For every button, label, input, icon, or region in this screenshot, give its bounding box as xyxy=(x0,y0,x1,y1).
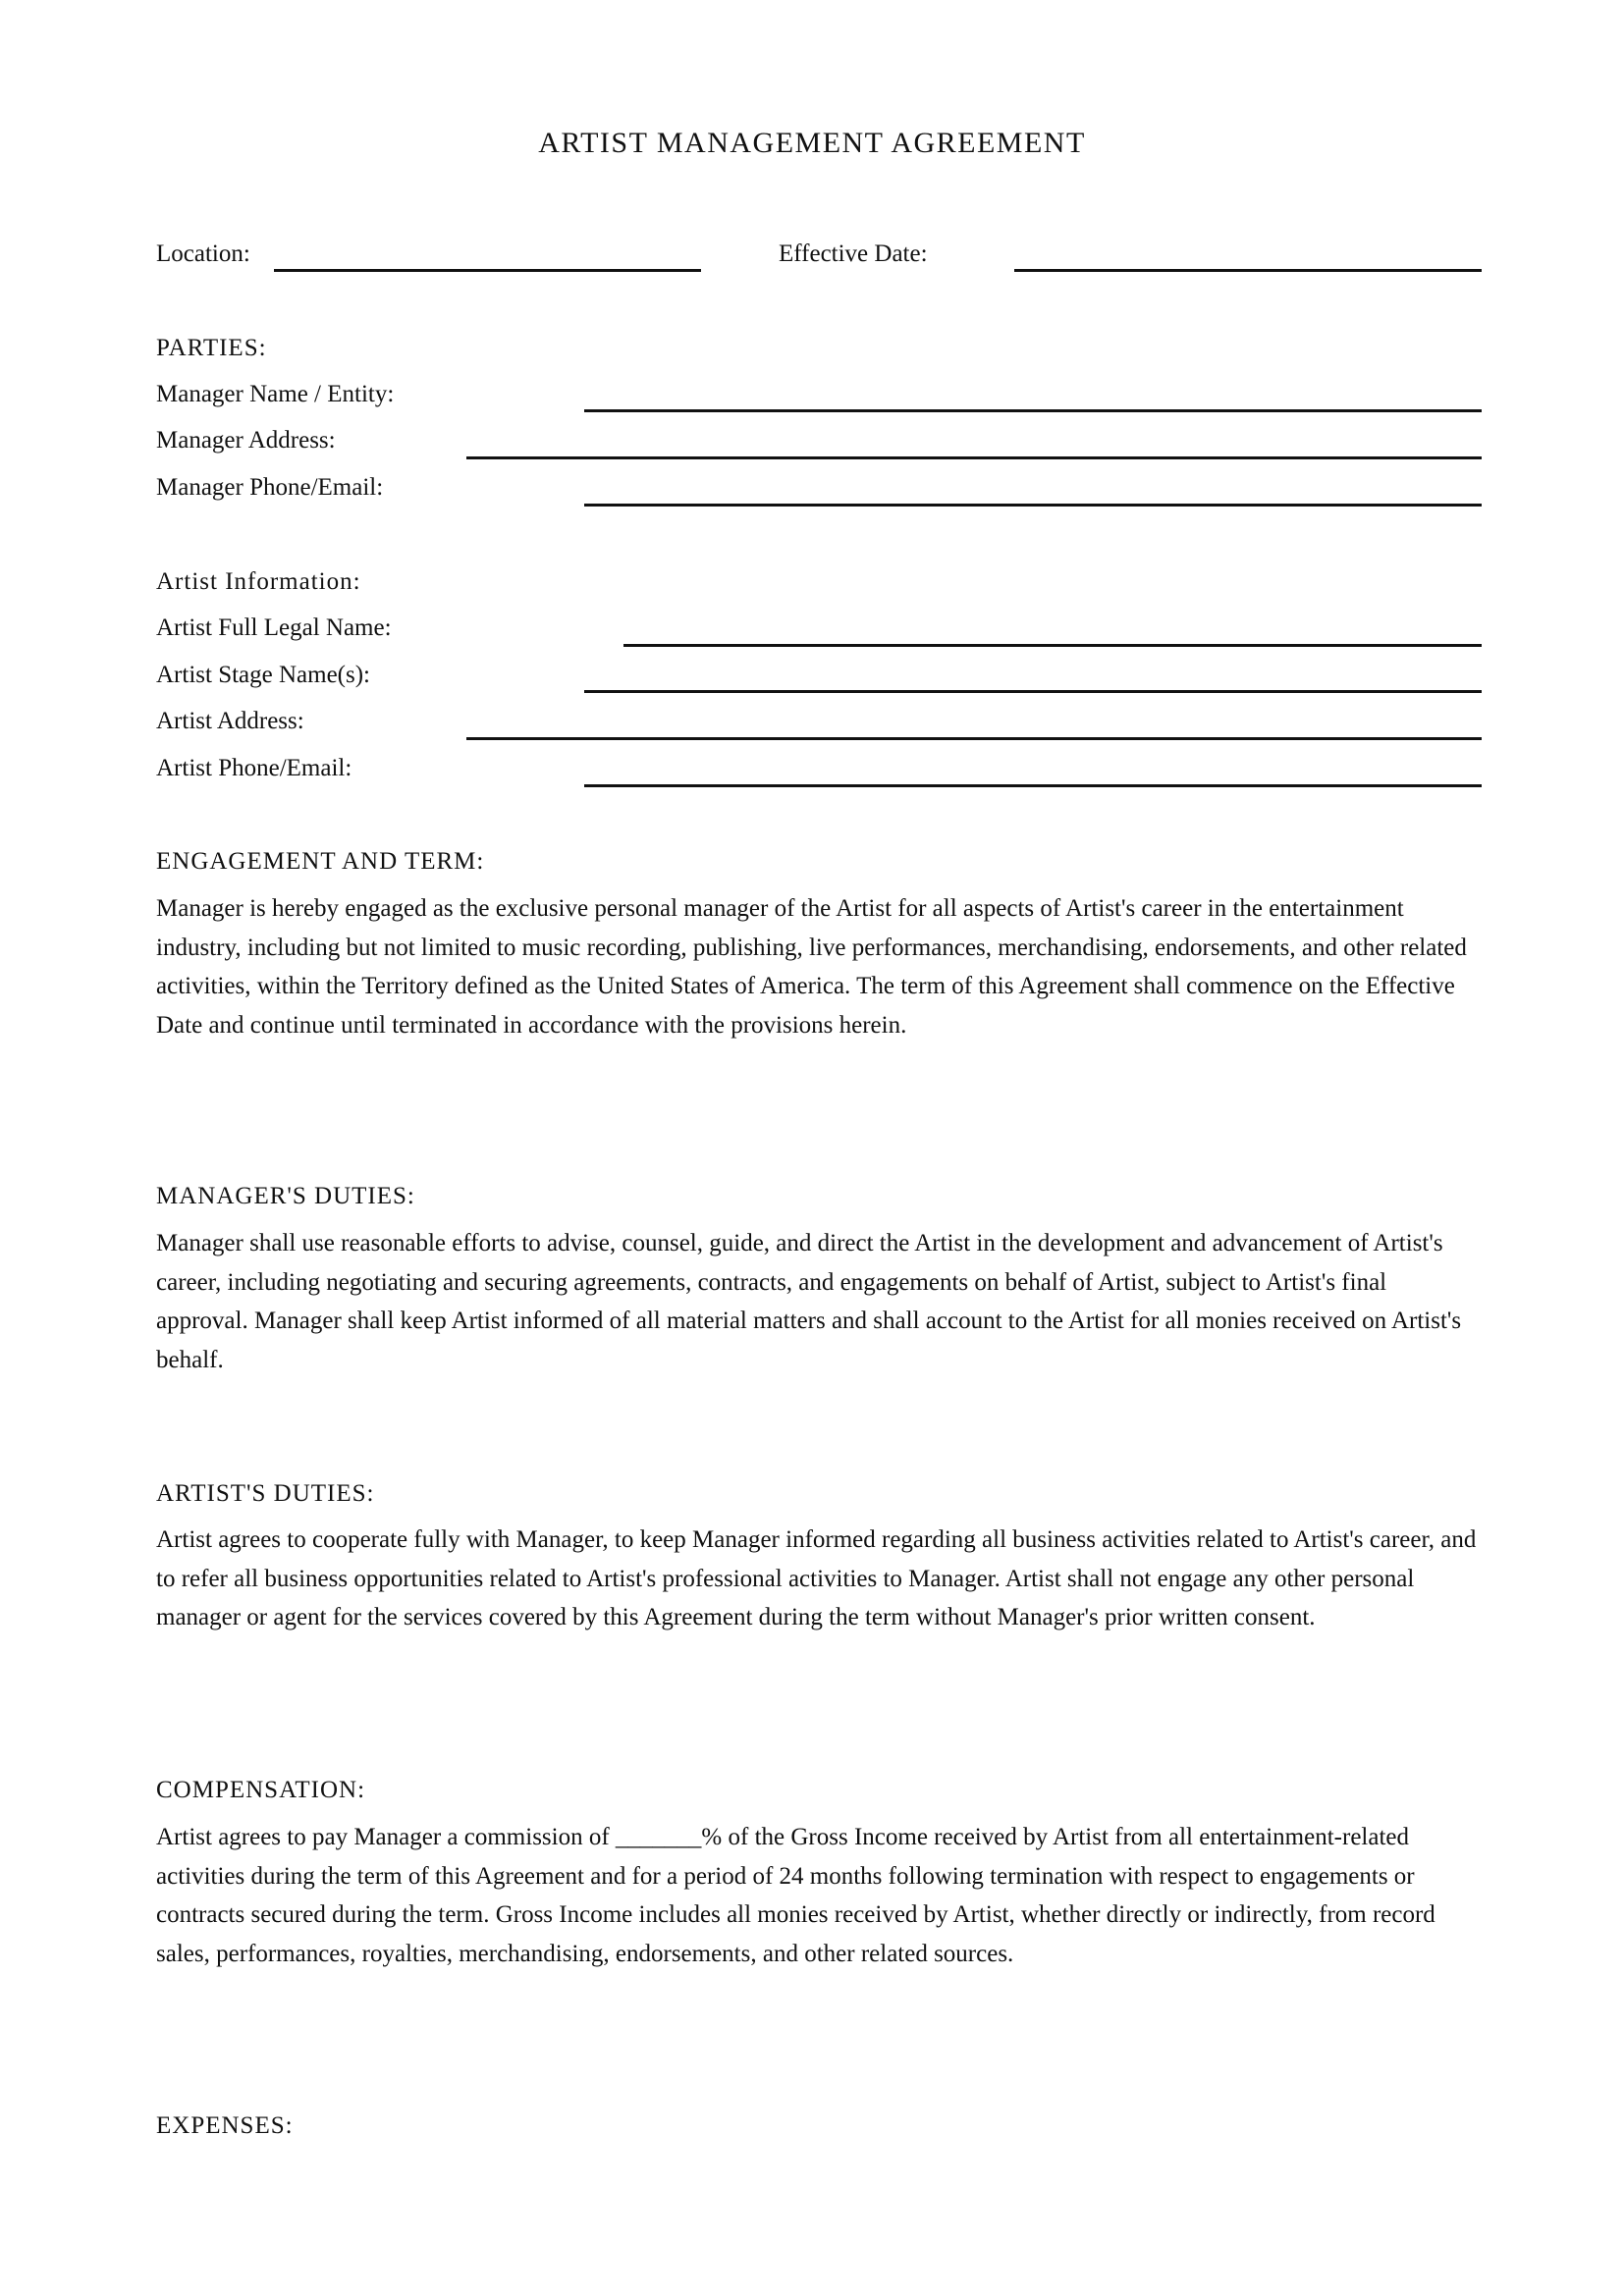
artist-legal-name-field[interactable] xyxy=(623,644,1482,647)
effective-date-field[interactable] xyxy=(1014,269,1482,272)
manager-duties-paragraph: Manager shall use reasonable efforts to advise, counsel, guide, and direct the Artist in the development and advancement of Artist's career, including negotiating and securing agreements, contracts, and engagements on behalf of Artist, subject to Artist's final approval. Manager shall keep Artist informed of all material matters and shall account to the Artist for all monies received on Artist's behalf. xyxy=(156,1230,1462,1373)
manager-contact-field[interactable] xyxy=(584,504,1482,507)
artist-legal-name-label: Artist Full Legal Name: xyxy=(156,614,392,641)
artist-address-field[interactable] xyxy=(466,737,1482,740)
artist-contact-label: Artist Phone/Email: xyxy=(156,755,352,781)
location-field[interactable] xyxy=(274,269,701,272)
effective-date-label: Effective Date: xyxy=(779,240,928,267)
artist-address-label: Artist Address: xyxy=(156,708,304,734)
manager-address-field[interactable] xyxy=(466,456,1482,459)
document-title: ARTIST MANAGEMENT AGREEMENT xyxy=(538,127,1086,159)
artist-stage-name-field[interactable] xyxy=(584,690,1482,693)
compensation-paragraph: Artist agrees to pay Manager a commission of _______% of the Gross Income received by Artist from all entertainment-related activities during the term of this Agreement and for a period of 24 months following termination with respect to engagements or contracts secured during the term. Gross Income includes all monies received by Artist, whether directly or indirectly, from record sales, performances, royalties, merchandising, endorsements, and other related sources. xyxy=(156,1824,1435,1967)
expenses-heading: EXPENSES: xyxy=(156,2112,294,2139)
manager-address-label: Manager Address: xyxy=(156,427,336,454)
manager-duties-heading: MANAGER'S DUTIES: xyxy=(156,1183,415,1209)
artist-contact-field[interactable] xyxy=(584,784,1482,787)
location-label: Location: xyxy=(156,240,250,267)
compensation-heading: COMPENSATION: xyxy=(156,1777,366,1803)
artist-info-heading: Artist Information: xyxy=(156,568,361,595)
manager-contact-label: Manager Phone/Email: xyxy=(156,474,384,501)
artist-duties-heading: ARTIST'S DUTIES: xyxy=(156,1480,375,1507)
manager-name-label: Manager Name / Entity: xyxy=(156,381,395,407)
artist-duties-paragraph: Artist agrees to cooperate fully with Manager, to keep Manager informed regarding all business activities related to Artist's career, and to refer all business opportunities related to Artist's professional activities to Manager. Artist shall not engage any other personal manager or agent for the services covered by this Agreement during the term without Manager's prior written consent. xyxy=(156,1526,1477,1630)
parties-heading: PARTIES: xyxy=(156,335,267,361)
engagement-heading: ENGAGEMENT AND TERM: xyxy=(156,848,485,875)
manager-name-field[interactable] xyxy=(584,409,1482,412)
engagement-paragraph: Manager is hereby engaged as the exclusive personal manager of the Artist for all aspects of Artist's career in the entertainment industry, including but not limited to music recording, publishing, live performances, merchandising, endorsements, and other related activities, within the Territory defined as the United States of America. The term of this Agreement shall commence on the Effective Date and continue until terminated in accordance with the provisions herein. xyxy=(156,895,1467,1039)
artist-stage-name-label: Artist Stage Name(s): xyxy=(156,662,371,688)
